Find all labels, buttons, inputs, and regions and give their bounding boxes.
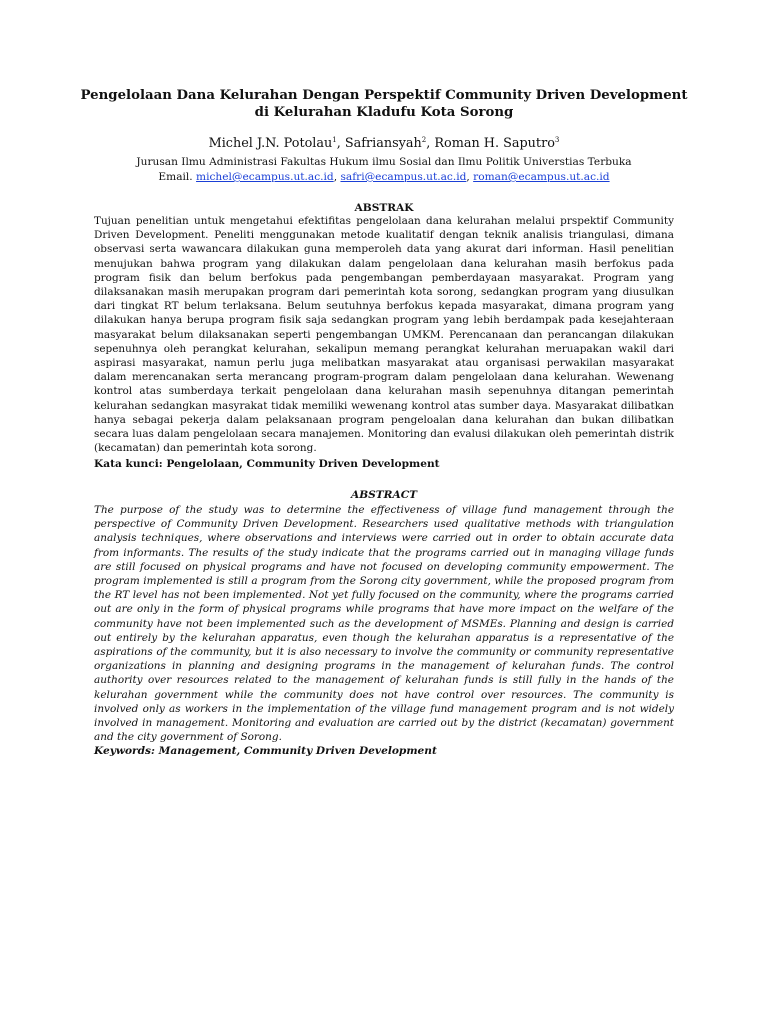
author-affiliation-marker: 3 [554, 136, 560, 144]
author-affiliation-marker: 2 [421, 136, 427, 144]
author-affiliation-marker: 1 [332, 136, 337, 144]
abstract-body: The purpose of the study was to determine the effectiveness of village fund management through the perspective of Community Driven Development. Researchers used qualitative methods with triangulation analysis techniques, where observations and interviews were carried out in order to obtain accurate data from informants. The results of the study indicate that the programs carried out in managing village funds are still focused on physical programs and have not focused on developing community empowerment. The program implemented is still a program from the Sorong city government, while the proposed program from the RT level has not been implemented. Not yet fully focused on the community, where the programs carried out are only in the form of physical programs while programs that have more impact on the welfare of the community have not been implemented such as the development of MSMEs. Planning and design is carried out entirely by the kelurahan apparatus, even though the kelurahan apparatus is a representative of the aspirations of the community, but it is also necessary to involve the community or community representative organizations in planning and designing programs in the management of kelurahan funds. The control authority over resources related to the management of kelurahan funds is still fully in the hands of the kelurahan government while the community does not have control over resources. The community is involved only as workers in the implementation of the village fund management program and is not widely involved in management. Monitoring and evaluation are carried out by the district (kecamatan) government and the city government of Sorong. [94, 504, 674, 744]
author-list: Michel J.N. Potolau$^1$, Safriansyah$^2$, Roman H. Saputro$^3$ [208, 136, 560, 151]
email-line: Email. michel@ecampus.ut.ac.id, safri@ecampus.ut.ac.id, roman@ecampus.ut.ac.id [158, 171, 610, 183]
affiliation: Jurusan Ilmu Administrasi Fakultas Hukum ilmu Sosial dan Ilmu Politik Universtias Terbuka [136, 156, 632, 168]
keywords: Keywords: Management, Community Driven Development [94, 745, 437, 757]
abstrak-heading: ABSTRAK [354, 202, 414, 214]
paper-title-line-2: di Kelurahan Kladufu Kota Sorong [254, 105, 514, 120]
abstract-heading: ABSTRACT [350, 489, 418, 501]
kata-kunci: Kata kunci: Pengelolaan, Community Driven Development [94, 458, 440, 470]
author-name: Safriansyah [344, 136, 422, 151]
abstrak-body: Tujuan penelitian untuk mengetahui efektifitas pengelolaan dana kelurahan melalui prspektif Community Driven Development. Peneliti menggunakan metode kualitatif dengan teknik analisis triangulasi, dimana observasi serta wawancara dilakukan guna memperoleh data yang akurat dari informan. Hasil penelitian menujukan bahwa program yang dilakukan dalam pengelolaan dana kelurahan masih berfokus pada program fisik dan belum berfokus pada pengembangan pemberdayaan masyarakat. Program yang dilaksanakan masih merupakan program dari pemerintah kota sorong, sedangkan program yang diusulkan dari tingkat RT belum terlaksana. Belum seutuhnya berfokus kepada masyarakat, dimana program yang dilakukan hanya berupa program fisik saja sedangkan program yang lebih berdampak pada kesejahteraan masyarakat belum dilaksanakan seperti pengembangan UMKM. Perencanaan dan perancangan dilakukan sepenuhnya oleh perangkat kelurahan, sekalipun memang perangkat kelurahan meruapakan wakil dari aspirasi masyarakat, namun perlu juga melibatkan masyarakat atau organisasi perwakilan masyarakat dalam merencanakan serta merancang program-program dalam pengelolaan dana kelurahan. Wewenang kontrol atas sumberdaya terkait pengelolaan dana kelurahan masih sepenuhnya ditangan pemerintah kelurahan sedangkan masyrakat tidak memiliki wewenang kontrol atas sumber daya. Masyarakat dilibatkan hanya sebagai pekerja dalam pelaksanaan program pengeloalan dana kelurahan dan bukan dilibatkan secara luas dalam pengelolaan secara manajemen. Monitoring dan evalusi dilakukan oleh pemerintah distrik (kecamatan) dan pemerintah kota sorong. [94, 215, 674, 455]
email-link[interactable]: safri@ecampus.ut.ac.id [340, 171, 467, 183]
paper-title [70, 87, 698, 121]
email-link[interactable]: michel@ecampus.ut.ac.id [196, 171, 334, 183]
author-name: Roman H. Saputro [434, 136, 555, 151]
author-name: Michel J.N. Potolau [208, 136, 333, 151]
email-label: Email. [158, 171, 193, 183]
paper-title-line-1: Pengelolaan Dana Kelurahan Dengan Perspektif Community Driven Development [80, 88, 688, 103]
email-link[interactable]: roman@ecampus.ut.ac.id [473, 171, 610, 183]
